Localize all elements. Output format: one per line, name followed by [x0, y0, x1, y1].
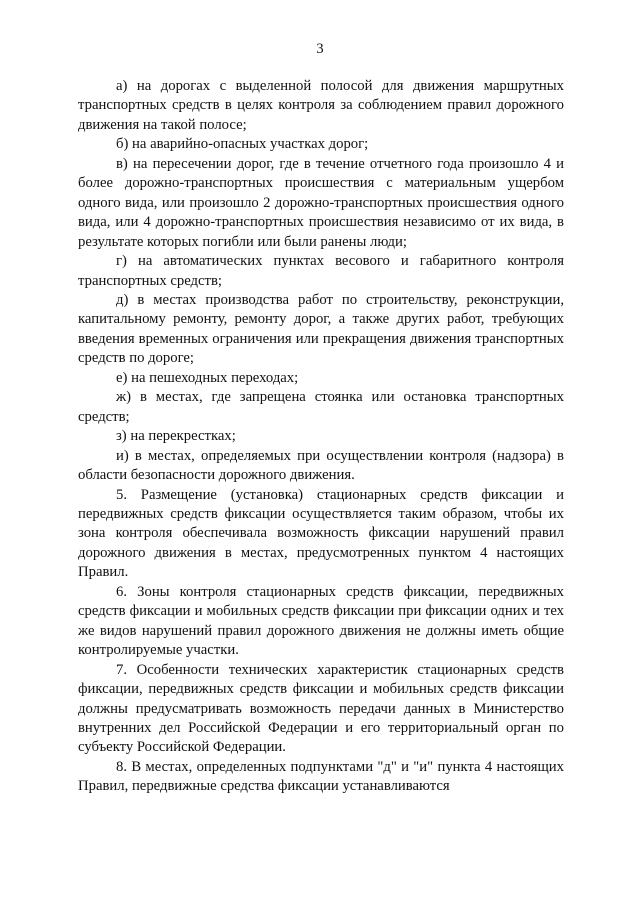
document-body: [78, 77, 564, 797]
clause-5: 5. Размещение (установка) стационарных средств фиксации и передвижных средств фиксации осуществляется таким образом, чтобы их зона контроля обеспечивала возможность фиксации нарушений правил дорожного движения в местах, предусмотренных пунктом 4 настоящих Правил.: [78, 486, 564, 581]
subitem-d: д) в местах производства работ по строительству, реконструкции, капитальному ремонту, ремонту дорог, а также других работ, требующих введения временных ограничения или прекращения движения транспортных средств по дороге;: [78, 291, 564, 367]
subitem-a: а) на дорогах с выделенной полосой для движения маршрутных транспортных средств в целях контроля за соблюдением правил дорожного движения на такой полосе;: [78, 78, 564, 133]
subitem-zh: ж) в местах, где запрещена стоянка или остановка транспортных средств;: [78, 389, 564, 425]
subitem-v: в) на пересечении дорог, где в течение отчетного года произошло 4 и более дорожно-транспортных происшествия с материальным ущербом одного вида, или произошло 2 дорожно-транспортных происшествия одного вида, или 4 дорожно-транспортных происшествия независимо от их вида, в результате которых погибли или были ранены люди;: [78, 155, 564, 250]
clause-6: 6. Зоны контроля стационарных средств фиксации, передвижных средств фиксации и мобильных средств фиксации при фиксации одних и тех же видов нарушений правил дорожного движения не должны иметь общие контролируемые участки.: [78, 583, 564, 659]
subitem-i: и) в местах, определяемых при осуществлении контроля (надзора) в области безопасности дорожного движения.: [78, 447, 564, 484]
subitem-g: г) на автоматических пунктах весового и габаритного контроля транспортных средств;: [78, 253, 564, 289]
clause-7: 7. Особенности технических характеристик стационарных средств фиксации, передвижных средств фиксации и мобильных средств фиксации должны предусматривать возможность передачи данных в Министерство внутренних дел Российской Федерации и его территориальный орган по субъекту Российской Федерации.: [78, 661, 564, 756]
subitem-b: б) на аварийно-опасных участках дорог;: [116, 136, 369, 153]
clause-8: 8. В местах, определенных подпунктами "д" и "и" пункта 4 настоящих Правил, передвижные средства фиксации устанавливаются: [78, 758, 564, 795]
page-number: 3: [316, 41, 324, 57]
subitem-z: з) на перекрестках;: [116, 428, 236, 445]
subitem-e: е) на пешеходных переходах;: [116, 369, 299, 386]
